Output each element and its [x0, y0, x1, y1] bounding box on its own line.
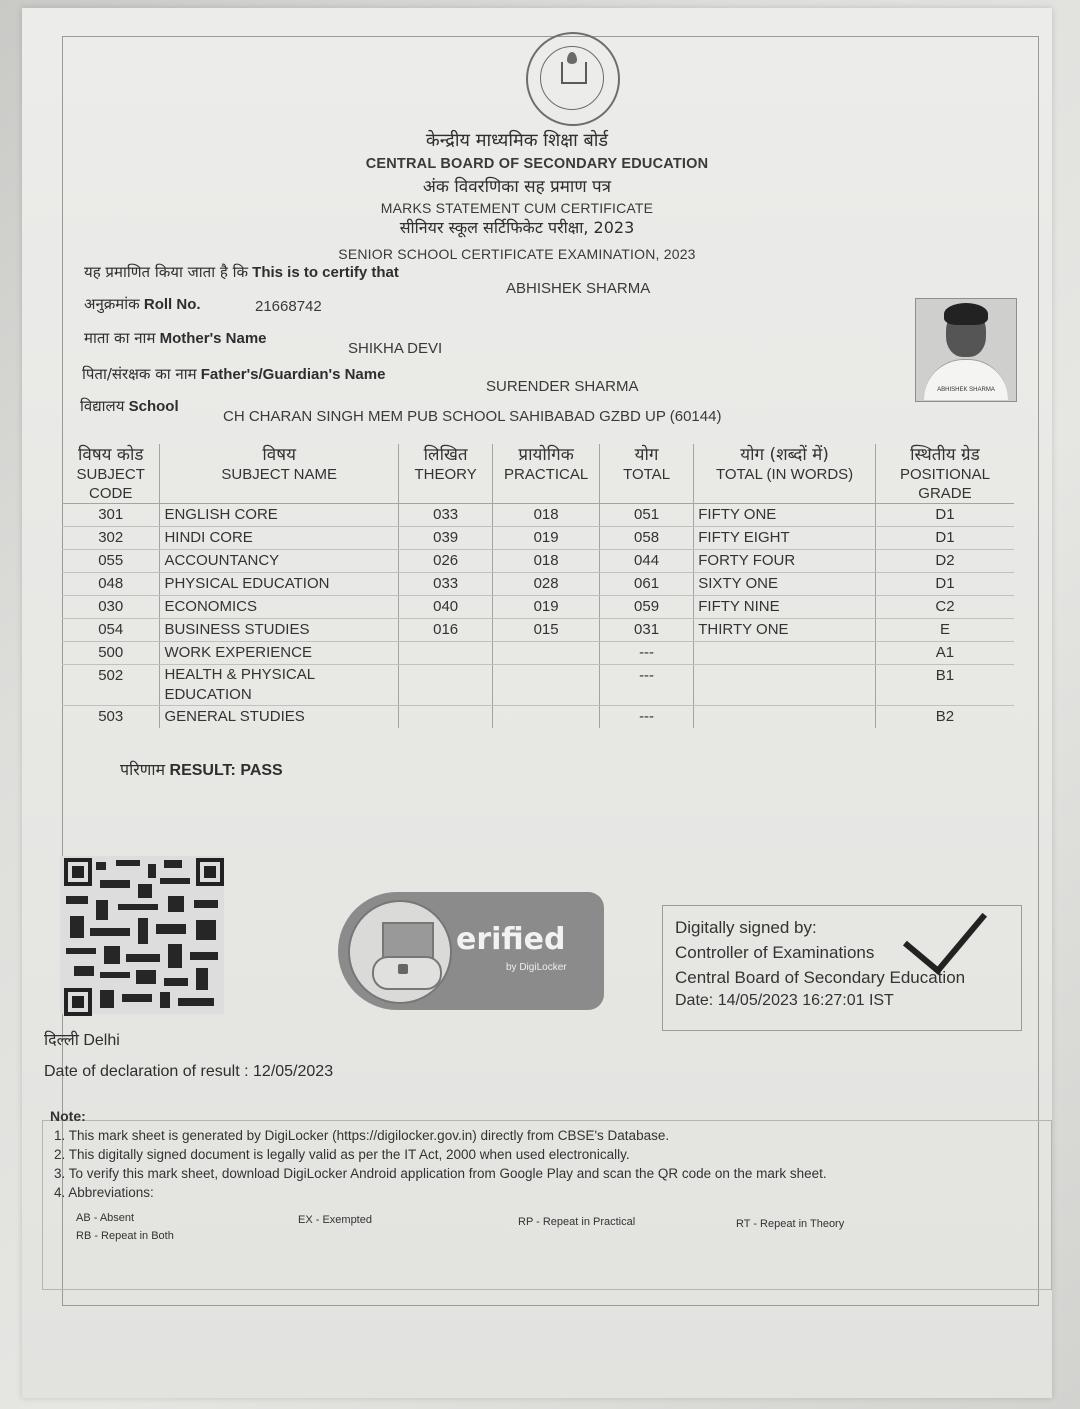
theory-cell: 033 [398, 504, 492, 527]
practical-cell: 019 [493, 527, 600, 550]
document-title-english: MARKS STATEMENT CUM CERTIFICATE [380, 200, 654, 216]
practical-cell [493, 665, 600, 706]
document-cloud-lock-icon [348, 900, 452, 1004]
roll-no-value: 21668742 [255, 298, 322, 315]
table-row [62, 527, 1014, 550]
grade-cell: D1 [875, 527, 1014, 550]
total-cell: 059 [599, 596, 693, 619]
mother-name-value: SHIKHA DEVI [348, 340, 443, 357]
grade-cell: D1 [875, 504, 1014, 527]
subject-name-cell: ECONOMICS [160, 596, 399, 619]
abbr-exempted: EX - Exempted [298, 1214, 372, 1226]
marksheet-page [22, 8, 1052, 1398]
subject-code-cell: 302 [62, 527, 160, 550]
subject-name-cell: ENGLISH CORE [160, 504, 399, 527]
subject-name-cell: PHYSICAL EDUCATION [160, 573, 399, 596]
total-cell: 061 [599, 573, 693, 596]
signature-date: Date: 14/05/2023 16:27:01 IST [675, 992, 894, 1009]
candidate-name: ABHISHEK SHARMA [506, 280, 651, 297]
header-total-in-words: योग (शब्दों में) TOTAL (IN WORDS) [694, 444, 876, 504]
practical-cell [493, 706, 600, 729]
notes-section [50, 1108, 1050, 1202]
total-cell: 031 [599, 619, 693, 642]
practical-cell: 018 [493, 504, 600, 527]
subject-code-cell: 054 [62, 619, 160, 642]
header-theory: लिखित THEORY [398, 444, 492, 504]
practical-cell [493, 642, 600, 665]
subject-code-cell: 055 [62, 550, 160, 573]
theory-cell: 033 [398, 573, 492, 596]
total-words-cell: THIRTY ONE [694, 619, 876, 642]
theory-cell: 026 [398, 550, 492, 573]
school-value: CH CHARAN SINGH MEM PUB SCHOOL SAHIBABAD GZBD UP (60144) [223, 408, 722, 425]
table-header-row [62, 444, 1014, 504]
table-row [62, 550, 1014, 573]
header-total: योग TOTAL [599, 444, 693, 504]
grade-cell: B2 [875, 706, 1014, 729]
subject-name-cell: HINDI CORE [160, 527, 399, 550]
verified-digilocker-badge [338, 892, 604, 1010]
note-item: 1. This mark sheet is generated by DigiLocker (https://digilocker.gov.in) directly from CBSE's Database. [54, 1128, 670, 1143]
practical-cell: 028 [493, 573, 600, 596]
board-name-hindi: केन्द्रीय माध्यमिक शिक्षा बोर्ड [425, 130, 609, 151]
total-words-cell: SIXTY ONE [694, 573, 876, 596]
total-cell: --- [599, 706, 693, 729]
theory-cell [398, 706, 492, 729]
total-cell: 058 [599, 527, 693, 550]
signature-line-3: Central Board of Secondary Education [675, 968, 966, 987]
subject-name-cell: GENERAL STUDIES [160, 706, 399, 729]
place-of-issue: दिल्ली Delhi [44, 1030, 120, 1049]
table-row [62, 619, 1014, 642]
result-line: परिणाम RESULT: PASS [120, 760, 283, 779]
subject-name-cell: BUSINESS STUDIES [160, 619, 399, 642]
theory-cell: 040 [398, 596, 492, 619]
subject-code-cell: 301 [62, 504, 160, 527]
declaration-date: 12/05/2023 [253, 1063, 334, 1080]
table-row [62, 504, 1014, 527]
table-row [62, 642, 1014, 665]
note-item: 4. Abbreviations: [54, 1185, 154, 1200]
total-cell: --- [599, 665, 693, 706]
document-title-hindi: अंक विवरणिका सह प्रमाण पत्र [422, 177, 612, 197]
abbr-repeat-practical: RP - Repeat in Practical [518, 1216, 636, 1228]
total-cell: 044 [599, 550, 693, 573]
table-row [62, 706, 1014, 729]
header-practical: प्रायोगिक PRACTICAL [493, 444, 600, 504]
abbr-repeat-theory: RT - Repeat in Theory [736, 1218, 845, 1230]
father-name-value: SURENDER SHARMA [486, 378, 639, 395]
grade-cell: D1 [875, 573, 1014, 596]
cbse-emblem-icon [526, 32, 620, 126]
grade-cell: D2 [875, 550, 1014, 573]
theory-cell: 016 [398, 619, 492, 642]
board-name-english: CENTRAL BOARD OF SECONDARY EDUCATION [365, 156, 709, 172]
exam-title-hindi: सीनियर स्कूल सर्टिफिकेट परीक्षा, 2023 [399, 218, 635, 237]
practical-cell: 018 [493, 550, 600, 573]
practical-cell: 019 [493, 596, 600, 619]
theory-cell [398, 642, 492, 665]
total-words-cell: FIFTY EIGHT [694, 527, 876, 550]
total-cell: 051 [599, 504, 693, 527]
header-subject-name: विषय SUBJECT NAME [160, 444, 399, 504]
abbr-repeat-both: RB - Repeat in Both [76, 1230, 174, 1242]
school-label: विद्यालय School [80, 397, 179, 415]
marks-table [62, 444, 1014, 728]
theory-cell [398, 665, 492, 706]
mother-name-label: माता का नाम Mother's Name [84, 329, 267, 347]
subject-code-cell: 502 [62, 665, 160, 706]
subject-code-cell: 048 [62, 573, 160, 596]
candidate-photo [915, 298, 1017, 402]
practical-cell: 015 [493, 619, 600, 642]
certify-label: यह प्रमाणित किया जाता है कि This is to certify that [84, 263, 399, 281]
subject-code-cell: 500 [62, 642, 160, 665]
subject-code-cell: 030 [62, 596, 160, 619]
total-words-cell: FORTY FOUR [694, 550, 876, 573]
roll-no-label: अनुक्रमांक Roll No. [84, 295, 201, 313]
header-subject-code: विषय कोड SUBJECT CODE [62, 444, 160, 504]
subject-name-cell: WORK EXPERIENCE [160, 642, 399, 665]
total-words-cell [694, 642, 876, 665]
signature-line-1: Digitally signed by: [675, 918, 817, 937]
subject-name-cell: HEALTH & PHYSICAL EDUCATION [160, 665, 399, 706]
notes-title: Note: [50, 1108, 86, 1124]
grade-cell: A1 [875, 642, 1014, 665]
total-words-cell [694, 665, 876, 706]
table-row [62, 573, 1014, 596]
grade-cell: E [875, 619, 1014, 642]
total-words-cell: FIFTY ONE [694, 504, 876, 527]
father-name-label: पिता/संरक्षक का नाम Father's/Guardian's Name [82, 365, 386, 383]
declaration-line: Date of declaration of result : 12/05/2023 [44, 1063, 334, 1080]
verified-badge-by: by DigiLocker [506, 962, 567, 973]
grade-cell: C2 [875, 596, 1014, 619]
note-item: 3. To verify this mark sheet, download DigiLocker Android application from Google Play and scan the QR code on the mark sheet. [54, 1166, 827, 1181]
abbr-absent: AB - Absent [76, 1212, 135, 1224]
note-item: 2. This digitally signed document is legally valid as per the IT Act, 2000 when used electronically. [54, 1147, 630, 1162]
result-value: PASS [240, 762, 283, 779]
total-words-cell: FIFTY NINE [694, 596, 876, 619]
table-row [62, 596, 1014, 619]
exam-title-english: SENIOR SCHOOL CERTIFICATE EXAMINATION, 2023 [338, 246, 696, 262]
qr-code-icon[interactable] [60, 856, 224, 1014]
theory-cell: 039 [398, 527, 492, 550]
signature-line-2: Controller of Examinations [675, 943, 875, 962]
total-words-cell [694, 706, 876, 729]
total-cell: --- [599, 642, 693, 665]
grade-cell: B1 [875, 665, 1014, 706]
verified-badge-text: erified [456, 922, 566, 957]
subject-code-cell: 503 [98, 708, 124, 725]
table-row [62, 665, 1014, 706]
subject-name-cell: ACCOUNTANCY [160, 550, 399, 573]
photo-caption: ABHISHEK SHARMA [937, 387, 995, 393]
header-positional-grade: स्थितीय ग्रेड POSITIONAL GRADE [875, 444, 1014, 504]
